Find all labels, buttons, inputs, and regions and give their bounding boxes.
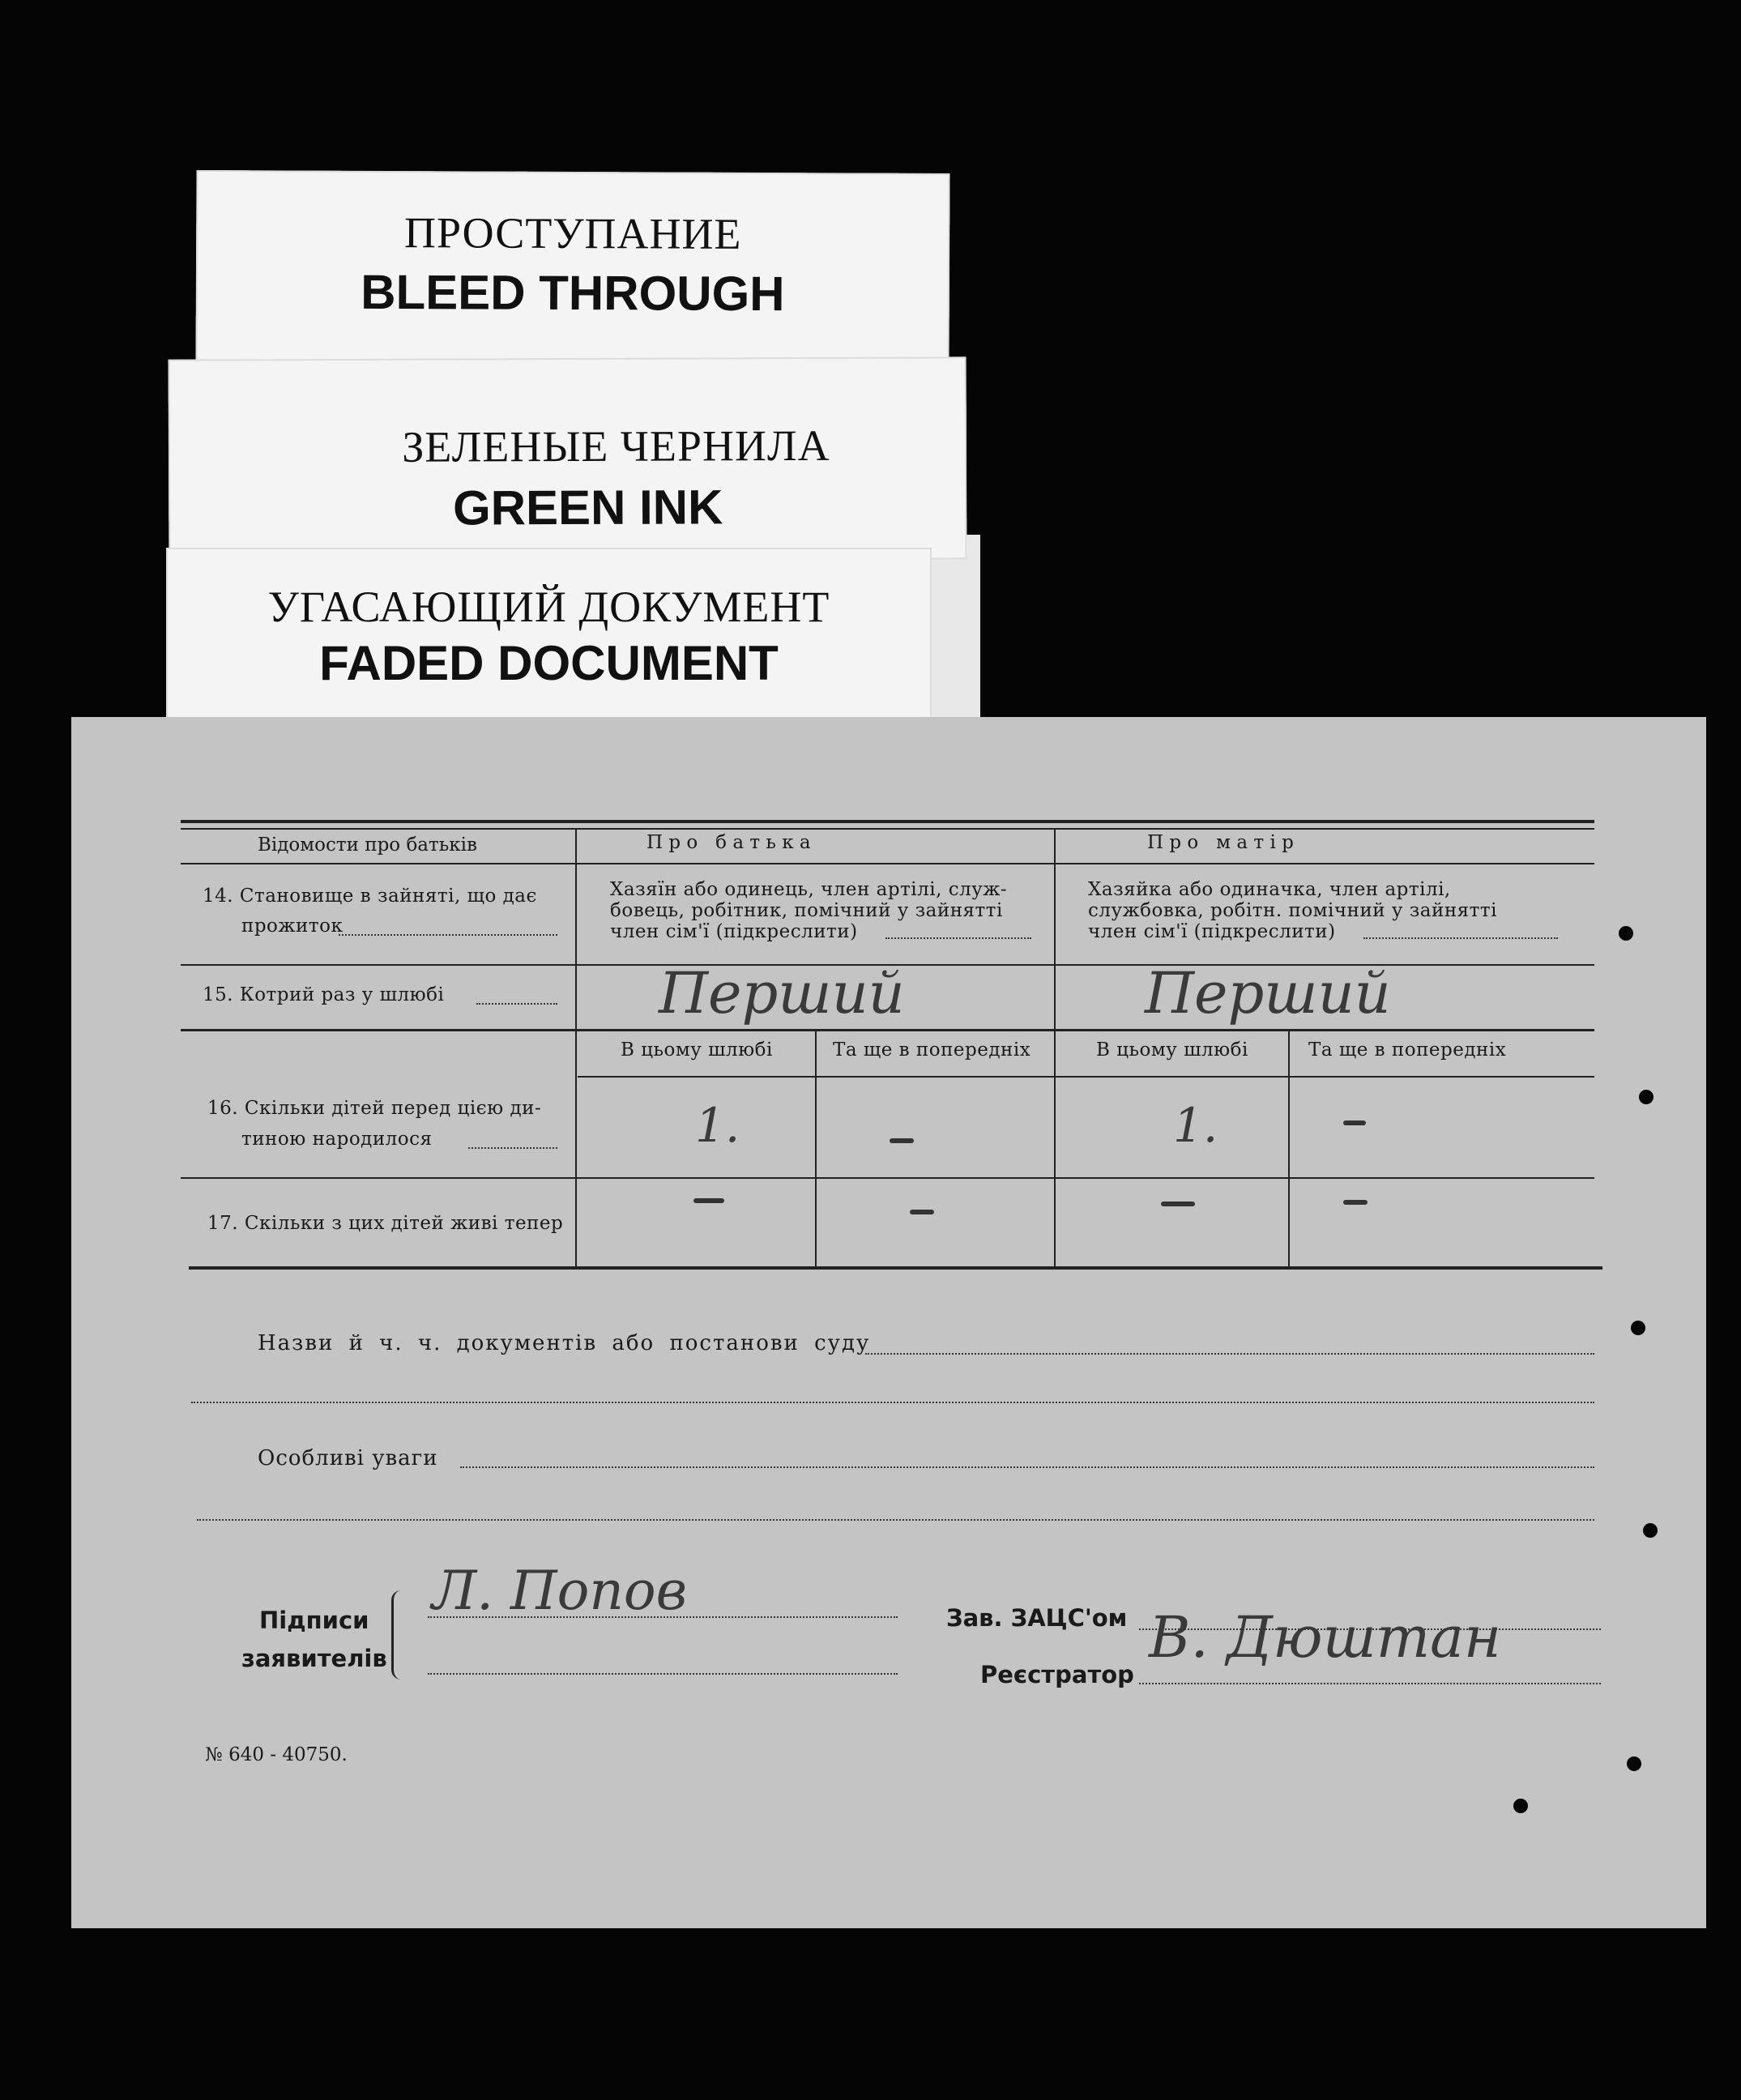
signatures-label-line2: заявителів xyxy=(241,1645,387,1672)
slip-ru-text: ПРОСТУПАНИЕ xyxy=(403,208,742,258)
table-bottom-rule xyxy=(189,1266,1602,1270)
applicant-signature: Л. Попов xyxy=(432,1560,687,1622)
table-top-rule xyxy=(181,820,1594,823)
punch-hole xyxy=(1631,1321,1645,1335)
punch-hole xyxy=(1619,926,1633,941)
row16-label-line2: тиною народилося xyxy=(241,1129,433,1150)
col-divider-mother-sub xyxy=(1288,1029,1290,1266)
table-top-rule-2 xyxy=(181,828,1594,830)
registrar-signature: В. Дюштан xyxy=(1149,1604,1502,1671)
father-subhead-this-marriage: В цьому шлюбі xyxy=(621,1039,773,1061)
punch-hole xyxy=(1643,1523,1658,1538)
form-number: № 640 - 40750. xyxy=(205,1744,348,1765)
row15-label-leader xyxy=(476,1003,557,1005)
row17-father-this-dash xyxy=(693,1198,724,1203)
mother-subhead-this-marriage: В цьому шлюбі xyxy=(1096,1039,1248,1061)
row16-father-this-handwriting: 1. xyxy=(695,1098,740,1153)
row15-mother-handwriting: Перший xyxy=(1145,960,1391,1027)
row17-mother-prev-dash xyxy=(1343,1200,1368,1205)
row14-mother-line1: Хазяйка або одиначка, член артілі, xyxy=(1088,879,1451,900)
remarks-line-1 xyxy=(460,1466,1594,1468)
header-parents-info: Відомости про батьків xyxy=(258,834,477,856)
row14-father-line2: бовець, робітник, помічний у зайнятті xyxy=(610,900,1003,921)
row16-mother-prev-dash xyxy=(1343,1120,1366,1125)
slip-en-text: BLEED THROUGH xyxy=(361,264,785,322)
remarks-label: Особливі уваги xyxy=(258,1446,438,1470)
mother-subhead-previous: Та ще в попередніх xyxy=(1308,1039,1507,1061)
row17-label: 17. Скільки з цих дітей живі тепер xyxy=(207,1213,564,1234)
bleed-through-slip xyxy=(195,170,949,376)
row14-father-line1: Хазяїн або одинець, член артілі, служ- xyxy=(610,879,1008,900)
row14-mother-line2: службовка, робітн. помічний у зайнятті xyxy=(1088,900,1497,921)
header-father: П р о б а т ь к а xyxy=(646,832,811,853)
row14-mother-leader xyxy=(1363,937,1558,939)
slip-en-text: GREEN INK xyxy=(452,480,723,536)
row14-label-leader xyxy=(339,934,557,936)
slip-en-text: FADED DOCUMENT xyxy=(319,636,779,690)
registrar-label: Реєстратор xyxy=(980,1661,1134,1688)
row15-bottom-rule xyxy=(181,1029,1594,1031)
signature-line-1 xyxy=(428,1616,898,1618)
row15-father-handwriting: Перший xyxy=(659,960,905,1027)
row14-mother-line3: член сім'ї (підкреслити) xyxy=(1088,921,1336,942)
slip-ru-text: УГАСАЮЩИЙ ДОКУМЕНТ xyxy=(267,583,830,631)
punch-hole xyxy=(1513,1799,1528,1813)
row14-label-line1: 14. Становище в зайняті, що дає xyxy=(203,886,537,907)
col-divider-1 xyxy=(575,828,577,1266)
subheader-bottom-rule xyxy=(578,1076,1594,1078)
row16-bottom-rule xyxy=(181,1177,1594,1179)
header-bottom-rule xyxy=(181,863,1594,864)
row16-mother-this-handwriting: 1. xyxy=(1173,1098,1218,1153)
row16-label-line1: 16. Скільки дітей перед цією ди- xyxy=(207,1098,542,1119)
green-ink-slip xyxy=(169,356,967,561)
remarks-line-2 xyxy=(197,1519,1594,1521)
row15-label: 15. Котрий раз у шлюбі xyxy=(203,984,445,1005)
slip-ru-text: ЗЕЛЕНЫЕ ЧЕРНИЛА xyxy=(402,420,830,472)
row17-mother-this-dash xyxy=(1161,1202,1195,1206)
row14-label-line2: прожиток xyxy=(241,916,344,937)
row16-label-leader xyxy=(468,1147,557,1149)
punch-hole xyxy=(1639,1090,1654,1104)
zags-head-label: Зав. ЗАЦС'ом xyxy=(946,1604,1128,1632)
punch-hole xyxy=(1627,1756,1641,1771)
row14-father-line3: член сім'ї (підкреслити) xyxy=(610,921,858,942)
signature-line-2 xyxy=(428,1673,898,1675)
registration-form-sheet xyxy=(71,717,1706,1928)
father-subhead-previous: Та ще в попередніх xyxy=(833,1039,1031,1061)
registrar-line xyxy=(1139,1683,1601,1684)
signatures-brace xyxy=(391,1590,405,1680)
row17-father-prev-dash xyxy=(910,1210,934,1214)
documents-line-2 xyxy=(191,1402,1594,1403)
row14-father-leader xyxy=(885,937,1031,939)
faded-document-slip xyxy=(166,548,932,738)
signatures-label-line1: Підписи xyxy=(259,1607,369,1634)
col-divider-father-sub xyxy=(815,1029,817,1266)
documents-line-1 xyxy=(865,1353,1594,1355)
documents-label: Назви й ч. ч. документів або постанови суду xyxy=(258,1331,871,1355)
col-divider-2 xyxy=(1054,828,1056,1266)
row16-father-prev-dash xyxy=(890,1138,914,1143)
header-mother: П р о м а т і р xyxy=(1147,832,1294,853)
